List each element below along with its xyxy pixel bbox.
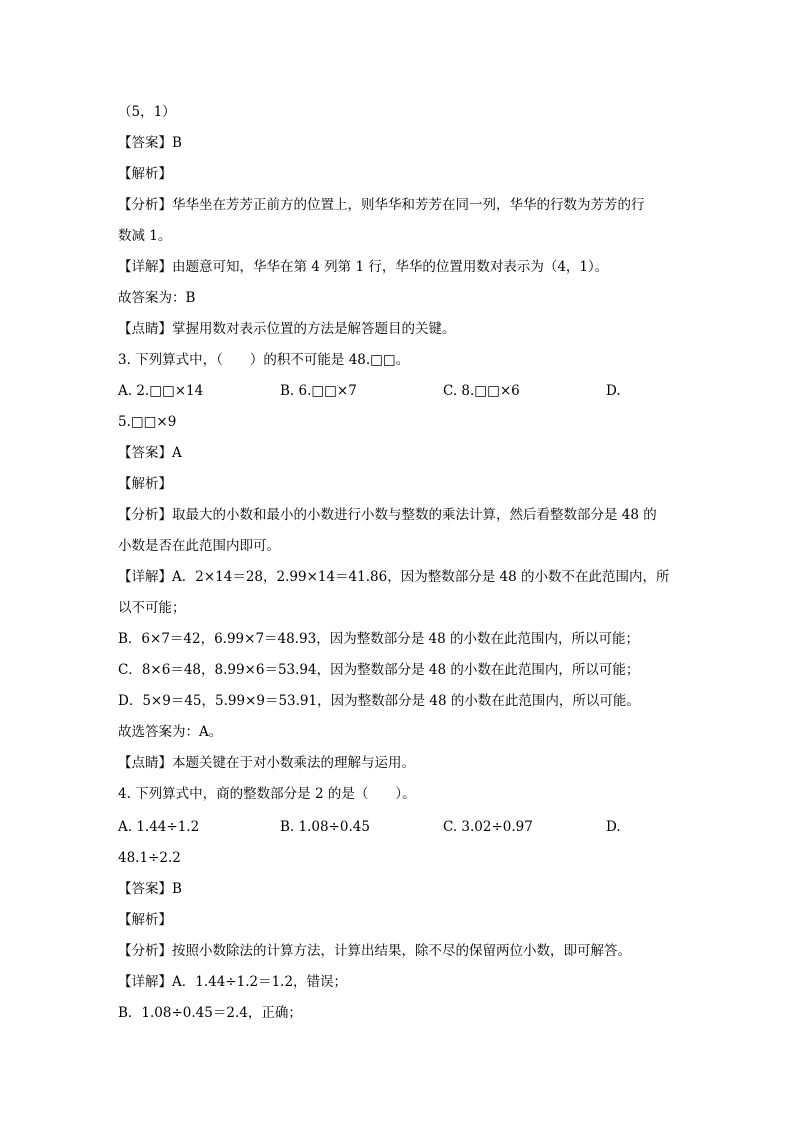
q3-detail-a: 【详解】A．2×14＝28，2.99×14＝41.86，因为整数部分是 48 的小数不在此范围内，所 — [118, 569, 670, 585]
q2-answer: 【答案】B — [118, 135, 182, 151]
q3-analysis-text: 【分析】取最大的小数和最小的小数进行小数与整数的乘法计算，然后看整数部分是 48 的 — [118, 507, 657, 523]
q4-answer: 【答案】B — [118, 881, 182, 897]
q3-answer: 【答案】A — [118, 445, 182, 461]
q2-analysis-heading: 【解析】 — [118, 166, 172, 182]
q4-option-b: B. 1.08÷0.45 — [280, 819, 370, 835]
q3-conclusion: 故选答案为：A。 — [118, 724, 223, 740]
q3-detail-b: B．6×7＝42，6.99×7＝48.93，因为整数部分是 48 的小数在此范围内，所以可能； — [118, 631, 639, 647]
q4-option-d-label: D. — [606, 819, 621, 835]
q2-tip: 【点睛】掌握用数对表示位置的方法是解答题目的关键。 — [118, 321, 456, 337]
q3-tip: 【点睛】本题关键在于对小数乘法的理解与运用。 — [118, 755, 415, 771]
q3-option-a: A. 2.□□×14 — [118, 383, 204, 399]
q2-conclusion: 故答案为：B — [118, 290, 196, 306]
q4-option-c: C. 3.02÷0.97 — [443, 819, 533, 835]
q3-option-d-label: D. — [606, 383, 621, 399]
q3-analysis-text-cont: 小数是否在此范围内即可。 — [118, 538, 280, 554]
q3-analysis-heading: 【解析】 — [118, 476, 172, 492]
q2-detail-text: 【详解】由题意可知，华华在第 4 列第 1 行，华华的位置用数对表示为（4，1）。 — [118, 259, 609, 275]
q3-detail-a-cont: 以不可能； — [118, 600, 186, 616]
q2-analysis-text-cont: 数减 1。 — [118, 228, 172, 244]
q3-option-d: 5.□□×9 — [118, 414, 177, 430]
q4-option-a: A. 1.44÷1.2 — [118, 819, 200, 835]
q4-question: 4. 下列算式中，商的整数部分是 2 的是（ ）。 — [118, 786, 416, 802]
q3-detail-d: D．5×9＝45，5.99×9＝53.91，因为整数部分是 48 的小数在此范围内，所以可能。 — [118, 693, 640, 709]
q3-option-b: B. 6.□□×7 — [280, 383, 357, 399]
q4-detail-a: 【详解】A．1.44÷1.2＝1.2，错误； — [118, 974, 348, 990]
q4-analysis-heading: 【解析】 — [118, 912, 172, 928]
q4-option-d: 48.1÷2.2 — [118, 850, 181, 866]
previous-option-text: （5，1） — [118, 104, 176, 120]
q3-question: 3. 下列算式中，（ ）的积不可能是 48.□□。 — [118, 352, 410, 368]
q2-analysis-text: 【分析】华华坐在芳芳正前方的位置上，则华华和芳芳在同一列，华华的行数为芳芳的行 — [118, 197, 645, 213]
q4-analysis-text: 【分析】按照小数除法的计算方法，计算出结果，除不尽的保留两位小数，即可解答。 — [118, 943, 631, 959]
q3-option-c: C. 8.□□×6 — [443, 383, 520, 399]
q4-detail-b: B．1.08÷0.45＝2.4，正确； — [118, 1005, 302, 1021]
q3-detail-c: C．8×6＝48，8.99×6＝53.94，因为整数部分是 48 的小数在此范围内，所以可能； — [118, 662, 640, 678]
